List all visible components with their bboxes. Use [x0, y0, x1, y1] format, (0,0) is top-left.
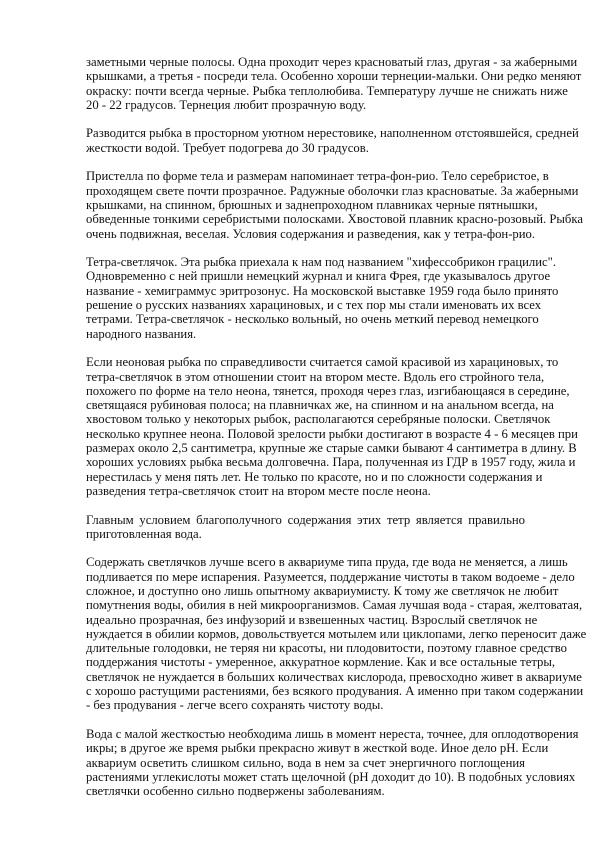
text-line: Пристелла по форме тела и размерам напоминает тетра-фон-рио. Тело серебристое, в [86, 169, 549, 184]
paragraph [86, 169, 583, 241]
text-line: Вода с малой жесткостью необходима лишь в момент нереста, точнее, для оплодотворения [86, 726, 579, 741]
text-line: решение о русских названиях харациновых, и с тех пор мы стали именовать их всех [86, 298, 542, 313]
text-line: народного названия. [86, 326, 197, 341]
text-line: проходящем свете почти прозрачное. Радужные оболочки глаз красноватые. За жаберными [86, 183, 579, 198]
text-line: 20 - 22 градусов. Тернеция любит прозрачную воду. [86, 97, 367, 112]
text-line: размерах около 2,5 сантиметра, крупные же старые самки бывают 4 сантиметра в длину. В [86, 441, 577, 456]
text-line: тетрами. Тетра-светлячок - несколько вольный, но очень меткий перевод немецкого [86, 312, 539, 327]
text-line: Одновременно с ней пришли немецкий журнал и книга Фрея, где указывалось другое [86, 269, 551, 284]
paragraph [86, 55, 582, 112]
text-line: тетра-светлячок в этом отношении стоит на втором месте. Вдоль его стройного тела, [86, 369, 545, 384]
text-line: помутнения воды, обилия в ней микроорганизмов. Самая лучшая вода - старая, желтоватая, [86, 598, 583, 613]
text-line: сложное, и доступно оно лишь опытному аквариумисту. К тому же светлячок не любит [86, 583, 559, 598]
text-line: крышками, а третья - посреди тела. Особенно хороши тернеции-мальки. Они редко меняют [86, 69, 582, 84]
text-line: заметными черные полосы. Одна проходит через красноватый глаз, другая - за жаберными [86, 55, 578, 69]
text-line: идеально прозрачная, без инфузорий и взвешенных частиц. Взрослый светлячок не [86, 612, 538, 627]
text-line: подливается по мере испарения. Разумеется, поддержание чистоты в таком водоеме - дело [86, 569, 575, 584]
text-line: очень подвижная, веселая. Условия содержания и разведения, как у тетра-фон-рио. [86, 226, 536, 241]
text-line: нуждается в обилии кормов, довольствуется мотылем или циклопами, легко переносит даже [86, 626, 587, 641]
text-line: - без продувания - легче всего сохранять чистоту воды. [86, 698, 384, 713]
paragraph [86, 555, 587, 713]
text-line: хвостовом только у некоторых рыбок, располагаются серебряные полоски. Светлячок [86, 412, 551, 427]
text-line: жесткости водой. Требует подогрева до 30 градусов. [86, 140, 369, 155]
text-line: светлячки особенно сильно подвержены заболеваниям. [86, 784, 385, 799]
text-line: похожего по форме на тело неона, тянется, проходя через глаз, изгибающаяся в середине, [86, 383, 570, 398]
text-line: светящаяся рубиновая полоса; на плавничках же, на спинном и на анальном всегда, на [86, 398, 554, 413]
text-line: приготовленная вода. [86, 526, 202, 541]
text-line: Содержать светлячков лучше всего в аквариуме типа пруда, где вода не меняется, а лишь [86, 555, 568, 570]
text-line: растениями углекислоты может стать щелочной (pH доходит до 10). В подобных условиях [86, 769, 576, 784]
text-line: разведения тетра-светлячок стоит на втором месте после неона. [86, 483, 431, 498]
text-line: длительные голодовки, не теряя ни красоты, ни плодовитости, поэтому главное средство [86, 641, 567, 656]
text-line: окраску: почти всегда черные. Рыбка теплолюбива. Температуру лучше не снижать ниже [86, 83, 568, 98]
text-line: обведенные тонкими серебристыми полосками. Хвостовой плавник красно-розовый. Рыбка [86, 212, 583, 227]
paragraph [86, 513, 525, 542]
text-line: Главным условием благополучного содержания этих тетр является правильно [86, 512, 525, 527]
text-line: Тетра-светлячок. Эта рыбка приехала к нам под названием "хифессобрикон грацилис". [86, 255, 557, 270]
text-line: название - хемиграммус эритрозонус. На московской выставке 1959 года было принято [86, 283, 559, 298]
paragraph [86, 355, 578, 498]
document-page [86, 55, 587, 813]
text-line: хороших условиях рыбка весьма долговечна. Пара, полученная из ГДР в 1957 году, жила и [86, 455, 576, 470]
text-line: несколько крупнее неона. Половой зрелости рыбки достигают в возрасте 4 - 6 месяцев при [86, 426, 578, 441]
text-line: нерестилась у меня пять лет. Не только по красоте, но и по сложности содержания и [86, 469, 543, 484]
paragraph [86, 255, 559, 341]
paragraph [86, 126, 579, 155]
text-line: Разводится рыбка в просторном уютном нерестовике, наполненном отстоявшейся, средней [86, 126, 579, 141]
text-line: с хорошо растущими растениями, без всякого продувания. А именно при таком содержании [86, 684, 584, 699]
paragraph [86, 726, 579, 799]
text-line: икры; в другое же время рыбки прекрасно живут в жесткой воде. Иное дело pH. Если [86, 741, 549, 756]
text-line: поддержания чистоты - умеренное, аккуратное кормление. Как и все остальные тетры, [86, 655, 556, 670]
text-line: аквариум осветить слишком сильно, вода в нем за счет энергичного поглощения [86, 755, 525, 770]
text-line: Если неоновая рыбка по справедливости считается самой красивой из харациновых, то [86, 355, 559, 370]
text-line: светлячок не нуждается в больших количествах кислорода, превосходно живет в аквариуме [86, 669, 582, 684]
text-line: крышками, на спинном, брюшных и заднепроходном плавниках черные пятнышки, [86, 197, 538, 212]
